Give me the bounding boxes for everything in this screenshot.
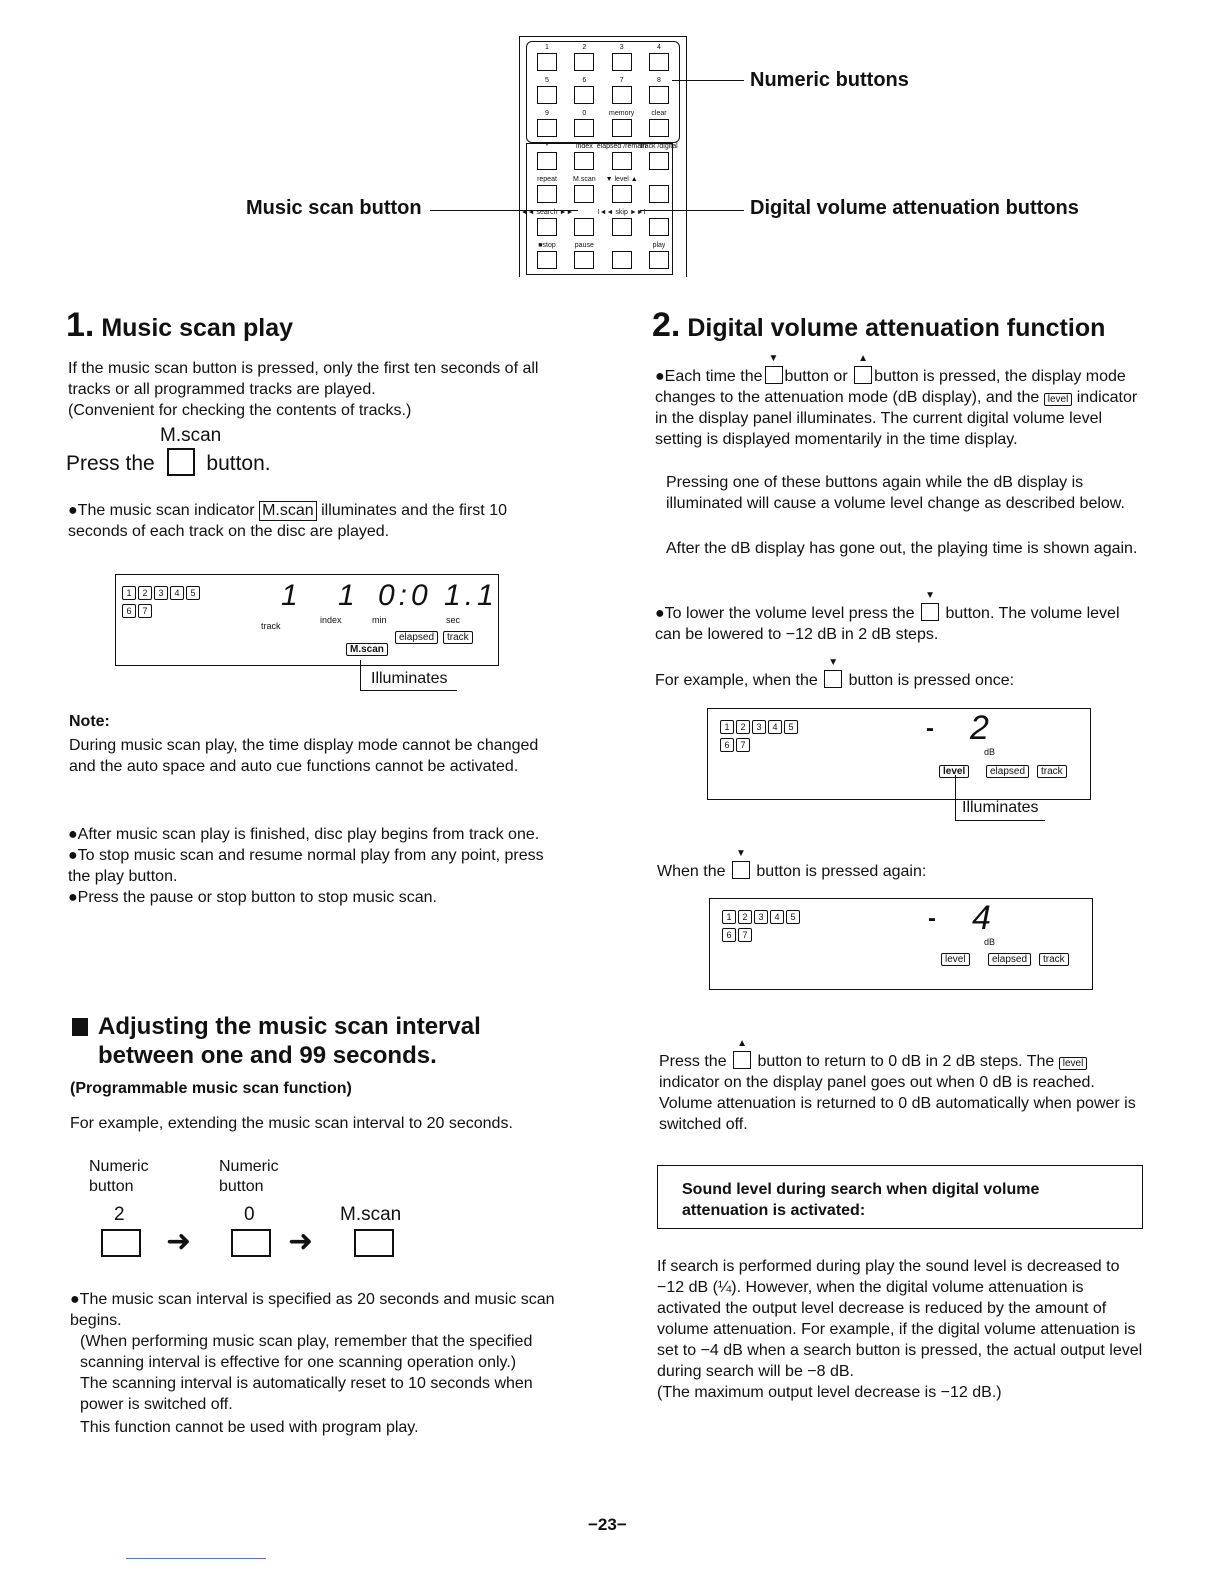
remote-key-label: 1	[545, 44, 549, 51]
remote-key	[605, 109, 639, 142]
remote-key-label: repeat	[537, 176, 557, 183]
step2-key-icon	[231, 1229, 271, 1257]
remote-key-row	[530, 109, 676, 142]
remote-key-shape	[612, 119, 632, 137]
db-value: 4	[972, 899, 991, 937]
remote-key-label: 8	[657, 77, 661, 84]
remote-key-label: 9	[545, 110, 549, 117]
press-mscan-label: M.scan	[160, 425, 222, 446]
section2-p3: After the dB display has gone out, the playing time is shown again.	[666, 540, 1138, 557]
label-min: min	[372, 615, 387, 625]
remote-key	[642, 76, 676, 109]
remote-key-shape	[649, 119, 669, 137]
remote-key	[567, 43, 601, 76]
remote-key-row	[530, 43, 676, 76]
remote-control	[519, 36, 687, 277]
remote-key-label: track /digital	[640, 143, 678, 150]
press-prefix: Press the	[66, 452, 155, 475]
mscan-indicator-text	[68, 500, 556, 542]
remote-key-row	[530, 76, 676, 109]
remote-key	[530, 109, 564, 142]
remote-key-label: clear	[651, 110, 667, 117]
remote-key-shape	[612, 53, 632, 71]
adjust-heading	[72, 1012, 481, 1070]
remote-key	[605, 241, 639, 274]
step2-key-label: 0	[244, 1204, 255, 1225]
section1-number: 1.	[66, 306, 95, 344]
track-number-cell: 1	[722, 910, 736, 924]
level-indicator-tag: level	[1044, 393, 1073, 406]
example2-text: When the ▼ button is pressed again:	[657, 848, 927, 880]
volume-callout-line	[640, 210, 744, 211]
remote-key-label: index	[575, 143, 593, 150]
track-number-cell: 7	[738, 928, 752, 942]
remote-key-shape	[537, 185, 557, 203]
remote-key-grid	[520, 43, 678, 274]
section2-heading	[652, 306, 1105, 345]
remote-key-shape	[649, 152, 669, 170]
remote-key-label: 7	[619, 77, 624, 84]
db-value: 2	[970, 709, 989, 747]
music-scan-button-callout: Music scan button	[246, 197, 422, 219]
illuminates-arrow	[360, 660, 361, 690]
adjust-subtitle: (Programmable music scan function)	[70, 1080, 352, 1097]
remote-key	[567, 208, 601, 241]
indicator-pre: ●The music scan indicator	[68, 502, 255, 519]
remote-key-label: elapsed /remain	[596, 143, 647, 150]
bullet-item: ●After music scan play is finished, disc play begins from track one.	[68, 826, 540, 843]
level-indicator: level	[941, 953, 970, 966]
section2-p1: ●Each time the ▼ button or ▲ button is pressed, the display mode changes to the attenuation mode (dB display), and the level indicator in the display panel illuminates. The current digital volume level setting is displayed momentarily in the time display.	[655, 353, 1138, 448]
illuminates-underline	[360, 690, 457, 691]
remote-key-row	[530, 241, 676, 274]
remote-key-label: M.scan	[573, 176, 596, 183]
remote-key	[642, 175, 676, 208]
level-up-button-icon: ▲	[852, 366, 874, 387]
illuminates-underline	[955, 820, 1045, 821]
note-text: During music scan play, the time display mode cannot be changed and the auto space and auto cue functions cannot be activated.	[69, 737, 539, 775]
adjust-title-line1: Adjusting the music scan interval	[72, 1012, 481, 1041]
footer-rule	[126, 1558, 266, 1559]
remote-key	[605, 175, 639, 208]
remote-key	[530, 241, 564, 274]
remote-key-shape	[574, 119, 594, 137]
track-number-cell: 4	[170, 586, 184, 600]
adjust-example: For example, extending the music scan interval to 20 seconds.	[70, 1115, 513, 1132]
mscan-indicator-tag: M.scan	[259, 501, 317, 521]
remote-key	[567, 241, 601, 274]
section2-title: Digital volume attenuation function	[687, 314, 1106, 342]
step3-key-icon	[354, 1229, 394, 1257]
numeric-buttons-callout: Numeric buttons	[750, 69, 909, 91]
elapsed-indicator: elapsed	[395, 631, 438, 644]
arrow-right-icon: ➜	[166, 1225, 192, 1258]
track-digit: 1	[281, 579, 298, 612]
adjust-note: (When performing music scan play, remember that the specified scanning interval is effective for one scanning operation only.)	[80, 1333, 533, 1371]
note-title: Note:	[69, 713, 110, 730]
illuminates-arrow	[955, 775, 956, 821]
remote-key	[520, 208, 574, 241]
remote-key-shape	[537, 86, 557, 104]
section2-p6: If search is performed during play the sound level is decreased to −12 dB (¼). However, when the digital volume attenuation is activated the output level decrease is reduced by the amount of volume attenuation. For example, if the digital volume attenuation is set to −4 dB when a search button is pressed, the actual output level during search will be −8 dB.	[657, 1258, 1143, 1380]
remote-key	[642, 241, 676, 274]
label-sec: sec	[446, 615, 461, 625]
level-down-button-icon: ▼	[730, 861, 752, 882]
track-number-cell: 7	[736, 738, 750, 752]
adjust-note: This function cannot be used with program play.	[80, 1419, 419, 1436]
display-panel-music-scan	[115, 574, 499, 666]
page-number: −23−	[588, 1515, 627, 1534]
section2-number: 2.	[652, 306, 681, 344]
track-number-cell: 2	[138, 586, 152, 600]
remote-key-row	[520, 208, 676, 241]
remote-key-shape	[612, 251, 632, 269]
remote-key-label: 0	[582, 110, 587, 117]
track-number-cell: 4	[768, 720, 782, 734]
example1-text: For example, when the ▼ button is pressed once:	[655, 657, 1015, 689]
db-unit: dB	[984, 937, 996, 947]
step3-key-label: M.scan	[340, 1204, 402, 1225]
remote-key-shape	[574, 152, 594, 170]
track-number-cell: 4	[770, 910, 784, 924]
remote-key-shape	[649, 218, 669, 236]
volume-buttons-callout: Digital volume attenuation buttons	[750, 197, 1079, 219]
db-unit: dB	[984, 747, 996, 757]
track-number-cells	[720, 717, 840, 753]
time-digits: 0:0 1.1	[378, 579, 498, 612]
remote-key	[530, 142, 564, 175]
level-up-button-icon: ▲	[731, 1051, 753, 1072]
search-level-box	[657, 1165, 1143, 1229]
level-indicator-tag: level	[1059, 1057, 1088, 1070]
track-number-cell: 2	[738, 910, 752, 924]
remote-key	[530, 76, 564, 109]
remote-key	[642, 208, 676, 241]
track-number-cell: 6	[722, 928, 736, 942]
track-number-cell: 3	[752, 720, 766, 734]
track-indicator: track	[1039, 953, 1069, 966]
track-number-cell: 6	[720, 738, 734, 752]
step1-key-icon	[101, 1229, 141, 1257]
press-suffix: button.	[206, 452, 271, 475]
press-mscan-line	[66, 448, 271, 476]
display-panel-minus2db	[707, 708, 1091, 800]
arrow-right-icon: ➜	[288, 1225, 314, 1258]
minus-sign: -	[926, 715, 934, 742]
step2-label: Numeric button	[219, 1158, 279, 1195]
track-number-cell: 3	[754, 910, 768, 924]
section1-heading	[66, 306, 293, 345]
remote-key-label: play	[652, 242, 666, 249]
section1-intro2: (Convenient for checking the contents of tracks.)	[68, 402, 412, 419]
level-down-button-icon: ▼	[822, 670, 844, 691]
track-number-cell: 5	[186, 586, 200, 600]
remote-key-shape	[649, 53, 669, 71]
step1-key-label: 2	[114, 1204, 125, 1225]
remote-key	[642, 43, 676, 76]
remote-key	[567, 76, 601, 109]
illuminates-label-1: Illuminates	[371, 670, 448, 687]
section2-p7: (The maximum output level decrease is −12 dB.)	[657, 1384, 1002, 1401]
remote-key-label: I◄◄ skip ►►I	[597, 209, 646, 216]
mscan-button-icon	[167, 448, 195, 476]
remote-key	[605, 76, 639, 109]
track-number-cell: 7	[138, 604, 152, 618]
remote-key	[642, 142, 676, 175]
remote-key	[567, 175, 601, 208]
section1-title: Music scan play	[101, 314, 294, 342]
track-indicator: track	[443, 631, 473, 644]
track-number-cell: 2	[736, 720, 750, 734]
index-digit: 1	[338, 579, 355, 612]
display-panel-minus4db	[709, 898, 1093, 990]
remote-key-shape	[649, 86, 669, 104]
remote-key-label: 2	[582, 44, 587, 51]
track-number-cells	[122, 583, 242, 619]
remote-key-shape	[649, 185, 669, 203]
track-number-cell: 6	[122, 604, 136, 618]
remote-key-shape	[574, 251, 594, 269]
remote-key-shape	[537, 152, 557, 170]
indicator-post: illuminates and the first 10 seconds of each track on the disc are played.	[68, 502, 507, 540]
remote-key-shape	[612, 218, 632, 236]
remote-key-shape	[649, 251, 669, 269]
elapsed-indicator: elapsed	[986, 765, 1029, 778]
remote-key	[567, 109, 601, 142]
track-number-cell: 5	[786, 910, 800, 924]
remote-key-label: ▼ level ▲	[605, 176, 638, 183]
section1-intro: If the music scan button is pressed, only the first ten seconds of all tracks or all programmed tracks are played.	[68, 360, 539, 398]
square-bullet-icon	[72, 1018, 88, 1036]
remote-key-shape	[537, 53, 557, 71]
search-level-box-title: Sound level during search when digital volume attenuation is activated:	[682, 1181, 1040, 1219]
bullet-item: ●Press the pause or stop button to stop music scan.	[68, 889, 437, 906]
remote-key-row	[530, 142, 676, 175]
remote-key	[605, 43, 639, 76]
level-down-button-icon: ▼	[763, 366, 785, 387]
remote-key-label: 5	[545, 77, 549, 84]
remote-key-shape	[612, 86, 632, 104]
remote-key-shape	[574, 218, 594, 236]
track-indicator: track	[1037, 765, 1067, 778]
remote-key-shape	[612, 152, 632, 170]
track-number-cell: 1	[720, 720, 734, 734]
remote-key-label: ◄◄ search ►►	[520, 209, 574, 216]
step1-label: Numeric button	[89, 1158, 149, 1195]
remote-key	[642, 109, 676, 142]
remote-key	[530, 175, 564, 208]
remote-key-label: 3	[619, 44, 624, 51]
remote-key-label: memory	[609, 110, 635, 117]
remote-key	[530, 43, 564, 76]
remote-key-label: 6	[582, 77, 587, 84]
section2-p2: Pressing one of these buttons again while the dB display is illuminated will cause a volume level change as described below.	[666, 474, 1125, 512]
remote-key	[597, 208, 646, 241]
remote-key-shape	[537, 251, 557, 269]
adjust-notes	[70, 1289, 558, 1438]
track-number-cell: 5	[784, 720, 798, 734]
remote-key-shape	[612, 185, 632, 203]
track-number-cell: 3	[154, 586, 168, 600]
label-index: index	[320, 615, 342, 625]
minus-sign: -	[928, 905, 936, 932]
remote-key-label: 4	[657, 44, 661, 51]
track-number-cell: 1	[122, 586, 136, 600]
label-track: track	[261, 621, 281, 631]
remote-key-label: ■stop	[538, 242, 556, 249]
adjust-title-line2: between one and 99 seconds.	[98, 1042, 437, 1069]
music-scan-callout-line	[430, 210, 578, 211]
remote-key-label: *	[545, 143, 549, 150]
illuminates-label-2: Illuminates	[962, 799, 1039, 816]
remote-key-shape	[574, 86, 594, 104]
level-indicator: level	[939, 765, 969, 778]
track-number-cells	[722, 907, 842, 943]
level-down-button-icon: ▼	[919, 603, 941, 624]
mscan-indicator: M.scan	[346, 643, 388, 656]
remote-key-shape	[574, 53, 594, 71]
remote-key-shape	[537, 218, 557, 236]
section2-p5: Press the ▲ button to return to 0 dB in 2 dB steps. The level indicator on the display panel goes out when 0 dB is reached. Volume attenuation is returned to 0 dB automatically when power is switched off.	[659, 1038, 1136, 1133]
remote-key-shape	[537, 119, 557, 137]
elapsed-indicator: elapsed	[988, 953, 1031, 966]
bullet-item: ●To stop music scan and resume normal play from any point, press the play button.	[68, 847, 544, 885]
adjust-note: ●The music scan interval is specified as 20 seconds and music scan begins.	[70, 1291, 555, 1329]
section1-bullets	[68, 824, 556, 908]
section2-p4: ●To lower the volume level press the ▼ button. The volume level can be lowered to −12 dB in 2 dB steps.	[655, 590, 1120, 643]
remote-key	[596, 142, 647, 175]
remote-key-shape	[574, 185, 594, 203]
adjust-note: The scanning interval is automatically reset to 10 seconds when power is switched off.	[80, 1375, 533, 1413]
numeric-callout-line	[672, 80, 744, 81]
remote-key-row	[530, 175, 676, 208]
remote-key-label: pause	[574, 242, 594, 249]
